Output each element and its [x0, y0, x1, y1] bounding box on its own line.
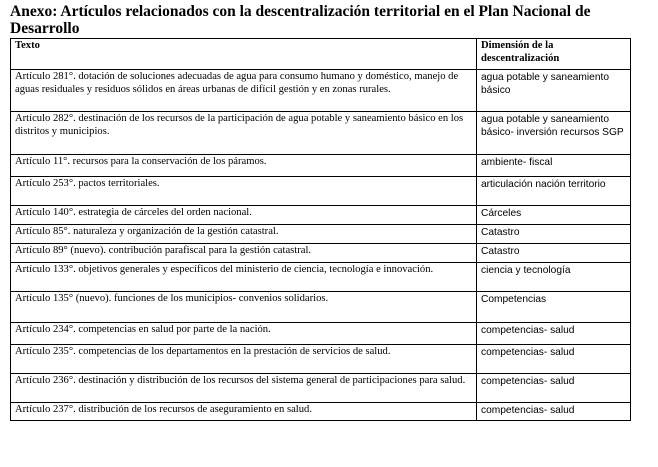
cell-dimension: Cárceles [477, 206, 631, 225]
cell-dimension: Catastro [477, 244, 631, 263]
cell-dimension: Catastro [477, 225, 631, 244]
cell-dimension: ambiente- fiscal [477, 155, 631, 177]
cell-texto: Artículo 85°. naturaleza y organización de la gestión catastral. [11, 225, 477, 244]
cell-dimension: Competencias [477, 292, 631, 323]
table-row [11, 292, 631, 323]
cell-texto: Artículo 234°. competencias en salud por parte de la nación. [11, 323, 477, 345]
header-texto: Texto [11, 39, 477, 70]
table-row [11, 225, 631, 244]
table-row [11, 206, 631, 225]
table-row [11, 112, 631, 155]
document-title: Anexo: Artículos relacionados con la descentralización territorial en el Plan Nacional de Desarrollo [10, 3, 591, 37]
cell-texto: Artículo 11°. recursos para la conservación de los páramos. [11, 155, 477, 177]
cell-texto: Artículo 133°. objetivos generales y específicos del ministerio de ciencia, tecnología e innovación. [11, 263, 477, 292]
cell-texto: Artículo 281°. dotación de soluciones adecuadas de agua para consumo humano y doméstico, manejo de aguas residuales y residuos sólidos en áreas urbanas de difícil gestión y en zonas rurales. [11, 70, 477, 112]
cell-dimension: competencias- salud [477, 374, 631, 403]
cell-dimension: competencias- salud [477, 403, 631, 421]
table-row [11, 70, 631, 112]
cell-texto: Artículo 282°. destinación de los recursos de la participación de agua potable y saneamiento básico en los distritos y municipios. [11, 112, 477, 155]
table-row [11, 374, 631, 403]
cell-dimension: competencias- salud [477, 345, 631, 374]
cell-dimension: ciencia y tecnología [477, 263, 631, 292]
cell-dimension: competencias- salud [477, 323, 631, 345]
articles-table [10, 38, 631, 421]
table-header-row [11, 39, 631, 70]
cell-texto: Artículo 236°. destinación y distribución de los recursos del sistema general de participaciones para salud. [11, 374, 477, 403]
cell-texto: Artículo 237°. distribución de los recursos de aseguramiento en salud. [11, 403, 477, 421]
cell-texto: Artículo 253°. pactos territoriales. [11, 177, 477, 206]
table-row [11, 323, 631, 345]
table-row [11, 263, 631, 292]
table-row [11, 155, 631, 177]
cell-texto: Artículo 140°. estrategia de cárceles del orden nacional. [11, 206, 477, 225]
table-row [11, 403, 631, 421]
table-row [11, 244, 631, 263]
cell-texto: Artículo 89° (nuevo). contribución parafiscal para la gestión catastral. [11, 244, 477, 263]
cell-dimension: articulación nación territorio [477, 177, 631, 206]
header-dimension: Dimensión de la descentralización [477, 39, 631, 70]
cell-dimension: agua potable y saneamiento básico [477, 70, 631, 112]
table-row [11, 345, 631, 374]
cell-texto: Artículo 235°. competencias de los departamentos en la prestación de servicios de salud. [11, 345, 477, 374]
table-row [11, 177, 631, 206]
cell-texto: Artículo 135° (nuevo). funciones de los municipios- convenios solidarios. [11, 292, 477, 323]
cell-dimension: agua potable y saneamiento básico- inversión recursos SGP [477, 112, 631, 155]
